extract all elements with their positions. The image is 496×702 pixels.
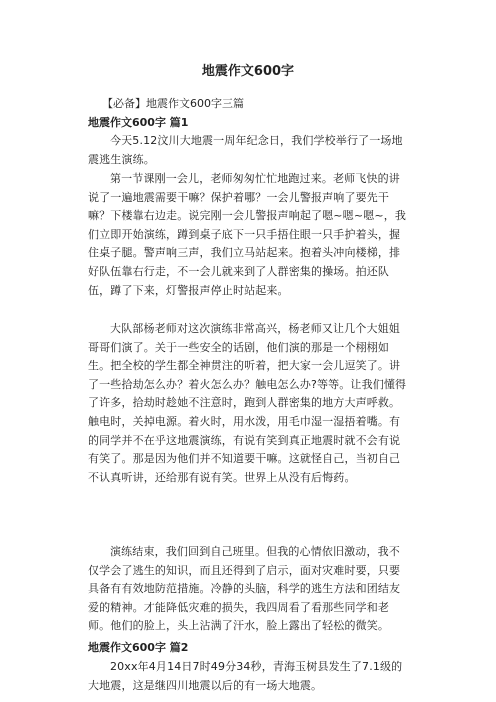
paragraph: 第一节课刚一会儿，老师匆匆忙忙地跑过来。老师飞快的讲说了一遍地震需要干嘛？保护着哪？一会儿警报声响了要先干嘛？下楼靠右边走。说完刚一会儿警报声响起了嗯~嗯~嗯~，我们立即开始演练，蹲到桌子底下一只手捂住眼一只手护着头，握住桌子腿。警声响三声，我们立马站起来。抱着头冲向楼梯，排好队伍靠右行走，不一会儿就来到了人群密集的操场。拍还队伍，蹲了下来，灯警报声停止时站起来。: [88, 172, 406, 297]
section-heading-1: 地震作文600字 篇1: [88, 116, 189, 129]
document-subtitle: 【必备】地震作文600字三篇: [102, 97, 244, 110]
section-heading-2: 地震作文600字 篇2: [88, 641, 189, 654]
paragraph: 大队部杨老师对这次演练非常高兴，杨老师又让几个大姐姐哥哥们演了。关于一些安全的话剧，他们演的那是一个栩栩如生。把全校的学生都全神贯注的听着，把大家一会儿逗笑了。讲了一些拾劫怎么办？着火怎么办？触电怎么办?等等。让我们懂得了许多，拾劫时趁她不注意时，跑到人群密集的地方大声呼救。触电时，关掉电源。着火时，用水泼，用毛巾湿一湿捂着嘴。有的同学并不在乎这地震演练，有说有笑到真正地震时就不会有说有笑了。那是因为他们并不知道要干嘛。这就怪自己，当初自己不认真听讲，还给那有说有笑。世界上从没有后悔药。: [88, 322, 407, 484]
paragraph: 20xx年4月14日7时49分34秒，青海玉树县发生了7.1级的大地震，这是继四川地震以后的有一场大地震。: [88, 660, 403, 692]
paragraph: 今天5.12汶川大地震一周年纪念日，我们学校举行了一场地震逃生演练。: [88, 134, 403, 166]
document-title: 地震作文600字: [201, 64, 295, 79]
paragraph: 演练结束，我们回到自己班里。但我的心情依旧激动，我不仅学会了逃生的知识，而且还得到了启示，面对灾难时要，只要具备有有效地防范措施。冷静的头脑，科学的逃生方法和团结友爱的精神。才能降低灾难的损失，我四周看了看那些同学和老师。他们的脸上，头上沾满了汗水，脸上露出了轻松的微笑。: [88, 545, 401, 633]
